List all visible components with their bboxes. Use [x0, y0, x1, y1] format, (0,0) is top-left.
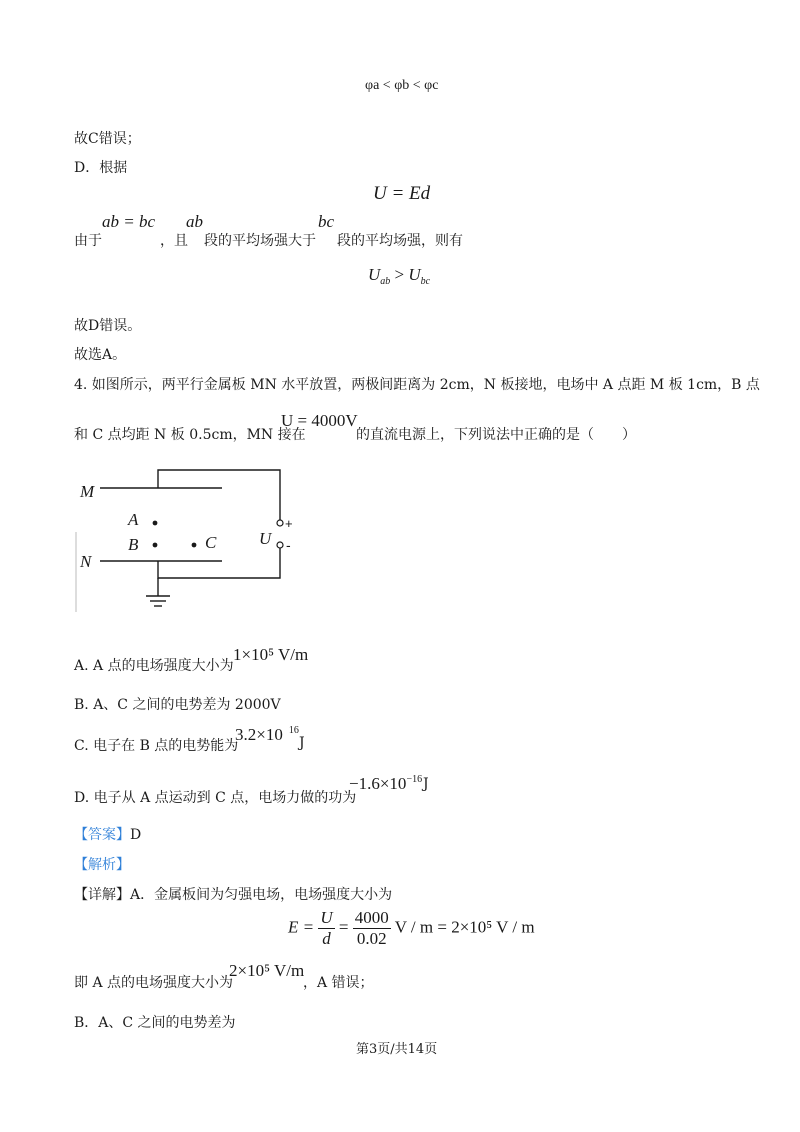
and-text: ，且 — [160, 233, 188, 249]
option-c-mantissa: 3.2×10 — [235, 725, 283, 744]
label-minus: - — [286, 537, 291, 553]
option-b-text: B. A、C 之间的电势差为 2000V — [74, 697, 281, 713]
detail-tag: 【详解】 — [74, 887, 130, 903]
d-wrong-text: 故D错误。 — [74, 318, 142, 334]
line-i-post: ，A 错误； — [303, 975, 374, 991]
question-voltage: U = 4000V — [281, 411, 358, 430]
ab-term: ab — [186, 212, 203, 231]
formula-eq1: = — [338, 917, 349, 937]
question-line-2-pre: 和 C 点均距 N 板 0.5cm，MN 接在 — [74, 427, 306, 443]
choose-a-text: 故选A。 — [74, 347, 127, 363]
question-line-2-post: 的直流电源上，下列说法中正确的是（ ） — [356, 427, 636, 443]
terminal-minus — [277, 542, 283, 548]
because-pre: 由于 — [74, 233, 102, 249]
c-wrong-text: 故C错误； — [74, 131, 141, 147]
line-i-value: 2×10⁵ V/m — [229, 961, 305, 980]
analysis-tag: 【解析】 — [74, 857, 130, 873]
label-u: U — [259, 529, 272, 548]
ab-eq-bc: ab = bc — [102, 212, 156, 231]
option-a-pre: A. A 点的电场强度大小为 — [74, 658, 234, 674]
question-line-1: 4. 如图所示，两平行金属板 MN 水平放置，两极间距离为 2cm，N 板接地，电场中 A 点距 M 板 1cm，B 点 — [74, 377, 760, 393]
line-i-pre: 即 A 点的电场强度大小为 — [74, 975, 234, 991]
point-c — [192, 543, 197, 548]
answer-tag: 【答案】 — [74, 827, 130, 843]
capacitor-circuit-diagram — [72, 462, 312, 612]
label-m: M — [80, 482, 95, 501]
page-number: 第3页/共14页 — [356, 1042, 438, 1057]
option-c-value — [235, 725, 299, 745]
label-a: A — [128, 510, 139, 529]
seg-avg-then: 段的平均场强，则有 — [337, 233, 463, 249]
point-a — [153, 521, 158, 526]
option-d-mantissa: −1.6×10 — [349, 774, 407, 793]
option-a-value: 1×10⁵ V/m — [233, 645, 309, 664]
label-plus: + — [285, 516, 293, 531]
wire-bottom — [158, 548, 280, 578]
d-label-text: D．根据 — [74, 160, 128, 176]
formula-u-eq-ed: U = Ed — [373, 183, 431, 204]
option-d-value — [349, 774, 422, 794]
fraction-d: d — [322, 929, 331, 948]
formula-e-lhs: E = — [288, 917, 315, 937]
phi-relation: φa < φb < φc — [365, 78, 439, 93]
detail-line — [74, 884, 392, 904]
because-line — [74, 230, 102, 250]
answer-line — [74, 824, 141, 844]
point-b — [153, 543, 158, 548]
fraction-4000: 4000 — [354, 908, 389, 927]
answer-value: D — [130, 827, 142, 843]
seg-avg-greater: 段的平均场强大于 — [204, 233, 316, 249]
option-c-exponent: 16 — [288, 725, 299, 736]
fraction-u-over-d — [318, 908, 334, 949]
option-d-unit: J — [423, 776, 429, 792]
label-n: N — [80, 552, 92, 571]
bc-term: bc — [318, 212, 335, 231]
fraction-u: U — [320, 908, 333, 927]
detail-text: A．金属板间为匀强电场，电场强度大小为 — [130, 887, 393, 903]
terminal-plus — [277, 520, 283, 526]
option-d-exponent: −16 — [406, 774, 423, 785]
wire-top — [158, 470, 280, 520]
option-d-pre: D. 电子从 A 点运动到 C 点，电场力做的功为 — [74, 790, 357, 806]
fraction-002: 0.02 — [356, 929, 387, 948]
fraction-4000-over-002 — [353, 908, 391, 949]
option-c-pre: C. 电子在 B 点的电势能为 — [74, 738, 239, 754]
option-c-unit: J — [299, 735, 305, 751]
label-b: B — [128, 535, 139, 554]
label-c: C — [205, 533, 217, 552]
b-line: B．A、C 之间的电势差为 — [74, 1015, 236, 1031]
formula-e — [288, 908, 535, 949]
uab-gt-ubc: $U_{ab} > U_{bc}$ — [368, 265, 431, 287]
formula-rest: V / m = 2×10⁵ V / m — [394, 917, 535, 937]
